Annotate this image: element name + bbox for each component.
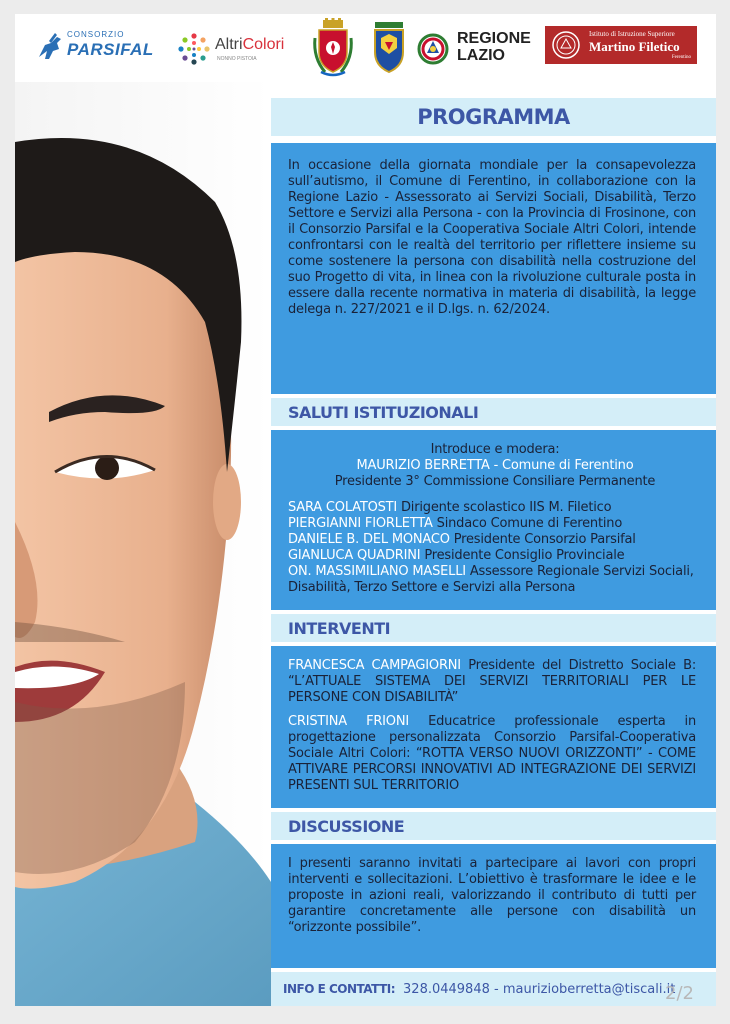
speaker-role: Assessore Regionale Servizi Sociali, Disabilità, Terzo Settore e Servizi alla Persona bbox=[288, 564, 694, 595]
portrait-image bbox=[15, 82, 271, 1006]
smiling-man-illustration bbox=[15, 82, 271, 1006]
programma-panel bbox=[271, 143, 716, 394]
program-column bbox=[271, 84, 716, 1006]
interventi-title: INTERVENTI bbox=[288, 618, 391, 638]
saluti-moderator-name: MAURIZIO BERRETTA - Comune di Ferentino bbox=[356, 458, 634, 473]
saluti-moderator-role: Presidente 3° Commissione Consiliare Permanente bbox=[334, 474, 656, 489]
provincia-crest-logo bbox=[369, 20, 409, 76]
regione-lazio-name: REGIONE LAZIO bbox=[457, 30, 531, 64]
speaker-name: PIERGIANNI FIORLETTA bbox=[288, 516, 433, 531]
speaker-role: Dirigente scolastico IIS M. Filetico bbox=[401, 500, 612, 515]
parsifal-logo bbox=[35, 30, 175, 64]
discussione-header-band bbox=[271, 812, 716, 840]
speaker-role: Presidente Consorzio Parsifal bbox=[453, 532, 636, 547]
page-indicator: 2/2 bbox=[665, 983, 694, 1004]
intervento-name: CRISTINA FRIONI bbox=[288, 714, 410, 729]
parsifal-sup-text: CONSORZIO bbox=[67, 30, 125, 39]
programma-header-band bbox=[271, 98, 716, 136]
dots-circle-icon bbox=[177, 32, 211, 66]
speaker-name: SARA COLATOSTI bbox=[288, 500, 398, 515]
speaker-name: DANIELE B. DEL MONACO bbox=[288, 532, 450, 547]
saluti-speaker-3 bbox=[288, 548, 702, 564]
intervento-text: Educatrice professionale esperta in progettazione personalizzata Consorzio Parsifal-Cooperativa Sociale Altri Colori: “ROTTA VERSO NUOVI ORIZZONTI” - COME ATTIVARE PERCORSI INNOVATIVI AD INTEGRAZIONE DEI SERVIZI PRESENTI SUL TERRITORIO bbox=[288, 714, 697, 793]
intervento-text: Presidente del Distretto Sociale B: “L’ATTUALE SISTEMA DEI SERVIZI TERRITORIALI PER LE PERSONE CON DISABILITÀ” bbox=[288, 658, 696, 705]
contacts-band bbox=[271, 972, 716, 1006]
altricolori-logo bbox=[177, 32, 317, 66]
altricolori-name-a: Altri bbox=[215, 36, 243, 53]
filetico-logo bbox=[545, 26, 697, 64]
provincia-crest-icon bbox=[369, 20, 409, 76]
intervento-0 bbox=[288, 658, 696, 706]
contacts-label: INFO E CONTATTI: bbox=[283, 982, 396, 996]
parsifal-name: PARSIFAL bbox=[67, 40, 154, 59]
discussione-body: I presenti saranno invitati a partecipare ai lavori con propri interventi e sollecitazioni. L’obiettivo è trasformare le idee e le proposte in azioni reali, valorizzando il contributo di tutti per garantire concretamente alle persone con disabilità un “orizzonte possibile”. bbox=[288, 856, 696, 935]
saluti-speaker-1 bbox=[288, 516, 702, 532]
flyer-page bbox=[15, 14, 716, 1006]
programma-body: In occasione della giornata mondiale per la consapevolezza sull’autismo, il Comune di Ferentino, in collaborazione con la Regione Lazio - Assessorato ai Servizi Sociali, Disabilità, Terzo Settore e Servizi alla Persona - con la Provincia di Frosinone, con il Consorzio Parsifal e la Cooperativa Sociale Altri Colori, intende confrontarsi con le realtà del territorio per riflettere insieme su come sostenere la persona con disabilità nella costruzione del suo Progetto di vita, in linea con la rivoluzione culturale posta in essere dalla recente normativa in materia di disabilità, la legge delega n. 227/2021 e il D.lgs. n. 62/2024. bbox=[288, 158, 696, 317]
saluti-header-band bbox=[271, 398, 716, 426]
altricolori-tagline: NONNO PISTOIA bbox=[217, 56, 257, 62]
saluti-intro: Introduce e modera: bbox=[430, 442, 560, 457]
saluti-title: SALUTI ISTITUZIONALI bbox=[288, 402, 479, 422]
contacts-value[interactable]: 328.0449848 - maurizioberretta@tiscali.it bbox=[403, 981, 676, 997]
regione-lazio-emblem-icon bbox=[417, 33, 449, 65]
programma-title: PROGRAMMA bbox=[417, 105, 570, 129]
logo-strip bbox=[15, 14, 716, 82]
filetico-seal-icon bbox=[551, 30, 581, 60]
ferentino-crest-icon bbox=[311, 18, 355, 78]
horse-rider-icon bbox=[35, 31, 67, 63]
filetico-line1: Istituto di Istruzione Superiore bbox=[589, 30, 675, 38]
ferentino-crest-logo bbox=[311, 18, 355, 78]
interventi-panel bbox=[271, 646, 716, 808]
intervento-1 bbox=[288, 714, 696, 794]
speaker-name: GIANLUCA QUADRINI bbox=[288, 548, 421, 563]
discussione-panel bbox=[271, 844, 716, 968]
saluti-panel bbox=[271, 430, 716, 610]
saluti-speaker-4 bbox=[288, 564, 702, 596]
altricolori-name-b: Colori bbox=[242, 36, 285, 53]
speaker-role: Presidente Consiglio Provinciale bbox=[424, 548, 625, 563]
speaker-name: ON. MASSIMILIANO MASELLI bbox=[288, 564, 466, 579]
altricolori-name bbox=[215, 36, 284, 54]
filetico-line3: Ferentino bbox=[671, 55, 691, 60]
speaker-role: Sindaco Comune di Ferentino bbox=[436, 516, 623, 531]
interventi-header-band bbox=[271, 614, 716, 642]
discussione-title: DISCUSSIONE bbox=[288, 816, 405, 836]
saluti-speaker-2 bbox=[288, 532, 702, 548]
filetico-line2: Martino Filetico bbox=[589, 39, 680, 54]
regione-lazio-logo bbox=[417, 32, 547, 66]
saluti-speaker-0 bbox=[288, 500, 702, 516]
intervento-name: FRANCESCA CAMPAGIORNI bbox=[288, 658, 461, 673]
